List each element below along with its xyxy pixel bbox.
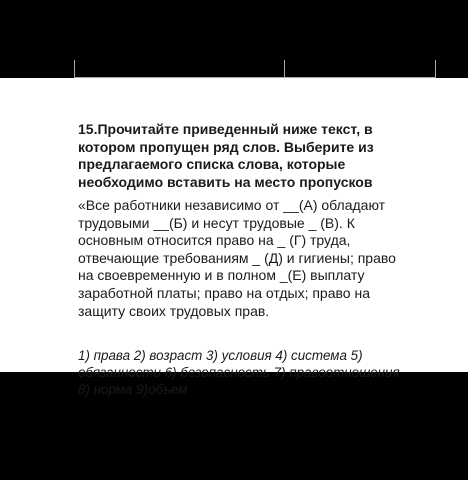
question-title: 15.Прочитайте приведенный ниже текст, в котором пропущен ряд слов. Выберите из предлагаемого списка слова, которые необходимо вставить на место пропусков — [78, 121, 374, 190]
table-bottom-edge — [74, 60, 436, 78]
table-column-divider — [284, 60, 285, 78]
answer-options: 1) права 2) возраст 3) условия 4) система 5) обязанности 6) безопасность 7) правоотношения 8) норма 9)объем — [78, 348, 400, 397]
question-passage: «Все работники независимо от __(А) обладают трудовыми __(Б) и несут трудовые _ (В). К основным относится право на _ (Г) труда, отвечающие требованиям _ (Д) и гигиены; право на своевременную и в полном _(Е) выплату заработной платы; право на отдых; право на защиту своих трудовых прав. — [78, 197, 396, 319]
question-block — [78, 121, 408, 399]
